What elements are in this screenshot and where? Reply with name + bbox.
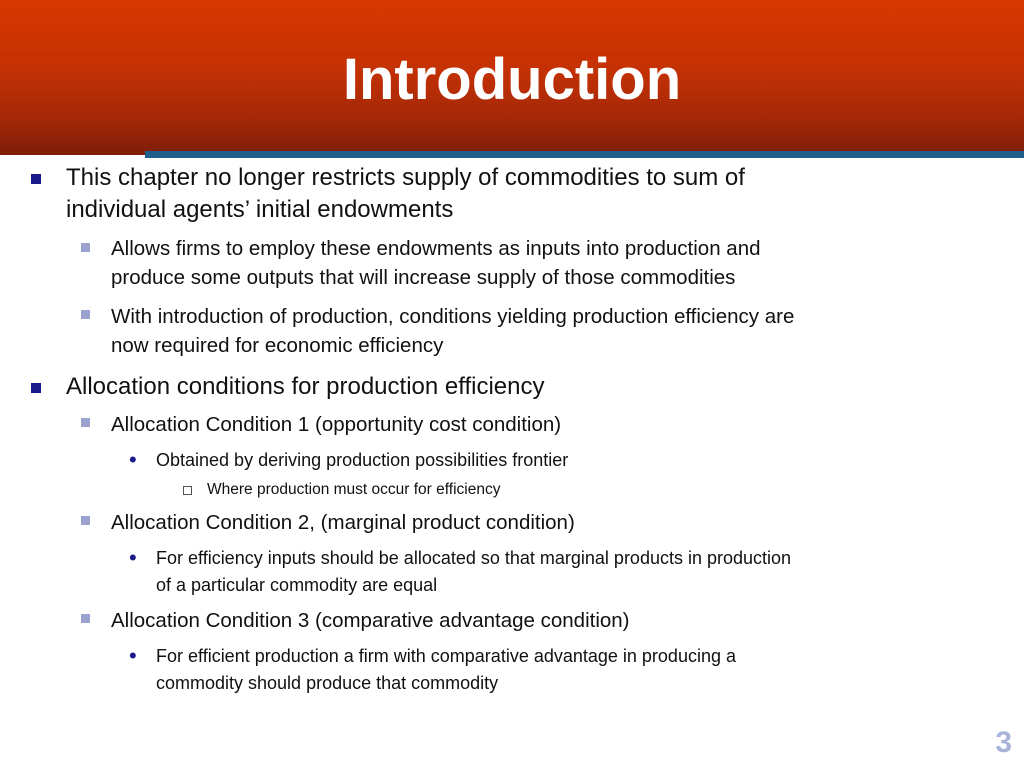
square-bullet-icon [31,383,41,393]
bullet-text [207,479,1007,501]
bullet-line: of a particular commodity are equal [156,575,438,595]
bullet-text [156,447,1016,474]
bullet-text [156,643,1016,697]
bullet-line: produce some outputs that will increase supply of those commodities [111,266,736,289]
square-bullet-icon [81,243,90,252]
bullet-text [111,606,1011,635]
bullet-text [156,545,1016,599]
bullet-line: Obtained by deriving production possibilities frontier [156,450,569,470]
bullet-line: individual agents’ initial endowments [66,196,454,223]
bullet-line: Where production must occur for efficiency [207,481,501,498]
bullet-line: Allocation Condition 1 (opportunity cost condition) [111,413,562,436]
bullet-text [66,371,1006,403]
bullet-text [66,162,1006,226]
bullet-line: now required for economic efficiency [111,334,444,357]
square-bullet-icon [81,310,90,319]
square-bullet-icon [81,418,90,427]
slide-header [0,0,1024,155]
bullet-line: This chapter no longer restricts supply of commodities to sum of [66,164,745,191]
bullet-line: For efficient production a firm with comparative advantage in producing a [156,646,736,666]
dot-bullet-icon: • [129,545,137,570]
slide-number: 3 [995,726,1012,759]
bullet-line: Allocation Condition 3 (comparative advantage condition) [111,609,630,632]
slide-title: Introduction [342,47,682,112]
header-accent-bar [145,151,1024,158]
square-bullet-icon [81,614,90,623]
bullet-line: Allows firms to employ these endowments as inputs into production and [111,237,761,260]
bullet-line: Allocation Condition 2, (marginal product condition) [111,511,575,534]
bullet-text [111,234,1011,292]
square-bullet-icon [31,174,41,184]
dot-bullet-icon: • [129,643,137,668]
bullet-text [111,410,1011,439]
bullet-line: With introduction of production, conditions yielding production efficiency are [111,305,795,328]
bullet-text [111,508,1011,537]
bullet-line: For efficiency inputs should be allocated so that marginal products in production [156,548,792,568]
hollow-square-bullet-icon [183,486,192,495]
bullet-line: commodity should produce that commodity [156,673,499,693]
square-bullet-icon [81,516,90,525]
bullet-line: Allocation conditions for production efficiency [66,373,545,400]
dot-bullet-icon: • [129,447,137,472]
bullet-text [111,302,1011,360]
